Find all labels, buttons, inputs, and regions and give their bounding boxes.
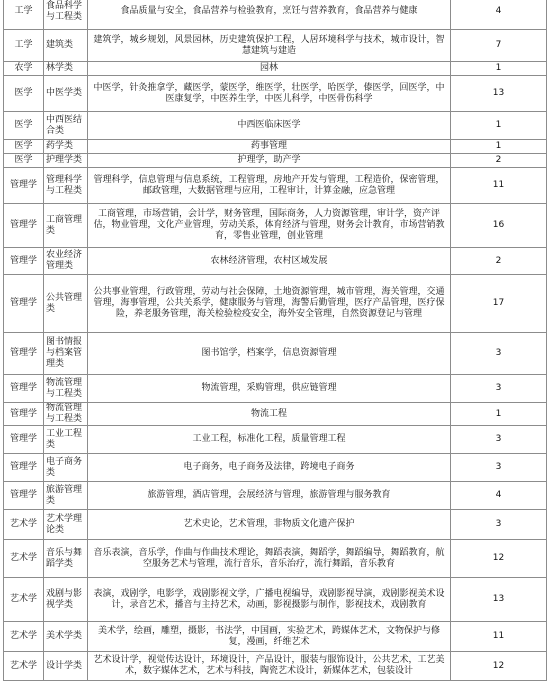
table-row [4,652,547,681]
majors-cell: 图书馆学，档案学，信息资源管理 [88,333,451,375]
majors-cell: 旅游管理，酒店管理，会展经济与管理，旅游管理与服务教育 [88,482,451,510]
discipline-cell: 工学 [4,0,44,30]
count-cell: 11 [451,622,547,652]
class-cell: 音乐与舞蹈学类 [44,540,88,578]
count-cell: 1 [451,140,547,154]
majors-cell: 艺术史论，艺术管理，非物质文化遗产保护 [88,510,451,540]
count-cell: 12 [451,540,547,578]
majors-cell: 管理科学，信息管理与信息系统，工程管理，房地产开发与管理，工程造价，保密管理，邮政管理，大数据管理与应用，工程审计，计算金融，应急管理 [88,168,451,204]
table-row [4,168,547,204]
count-cell: 2 [451,154,547,168]
majors-cell: 物流管理，采购管理，供应链管理 [88,375,451,403]
count-cell: 1 [451,62,547,76]
discipline-cell: 工学 [4,30,44,62]
discipline-cell: 医学 [4,76,44,112]
count-cell: 13 [451,578,547,622]
table-row [4,333,547,375]
discipline-cell: 艺术学 [4,652,44,681]
count-cell: 4 [451,482,547,510]
discipline-cell: 管理学 [4,275,44,333]
discipline-cell: 管理学 [4,168,44,204]
count-cell: 3 [451,375,547,403]
majors-cell: 音乐表演，音乐学，作曲与作曲技术理论，舞蹈表演，舞蹈学，舞蹈编导，舞蹈教育，航空服务艺术与管理，流行音乐，音乐治疗，流行舞蹈，音乐教育 [88,540,451,578]
table-row [4,204,547,248]
discipline-cell: 管理学 [4,482,44,510]
table-row [4,375,547,403]
class-cell: 林学类 [44,62,88,76]
discipline-cell: 管理学 [4,426,44,454]
count-cell: 2 [451,248,547,275]
class-cell: 药学类 [44,140,88,154]
majors-cell: 中医学，针灸推拿学，藏医学，蒙医学，维医学，壮医学，哈医学，傣医学，回医学，中医康复学，中医养生学，中医儿科学，中医骨伤科学 [88,76,451,112]
class-cell: 戏剧与影视学类 [44,578,88,622]
count-cell: 17 [451,275,547,333]
discipline-cell: 艺术学 [4,540,44,578]
table-row [4,154,547,168]
discipline-cell: 管理学 [4,333,44,375]
majors-cell: 药事管理 [88,140,451,154]
class-cell: 中医学类 [44,76,88,112]
table-row [4,112,547,140]
majors-cell: 工业工程，标准化工程，质量管理工程 [88,426,451,454]
table-body [4,0,547,681]
count-cell: 1 [451,112,547,140]
table-row [4,403,547,426]
discipline-cell: 艺术学 [4,510,44,540]
class-cell: 工业工程类 [44,426,88,454]
table-row [4,510,547,540]
discipline-cell: 医学 [4,154,44,168]
majors-cell: 电子商务，电子商务及法律，跨境电子商务 [88,454,451,482]
major-catalog-table [3,0,547,681]
class-cell: 图书情报与档案管理类 [44,333,88,375]
class-cell: 护理学类 [44,154,88,168]
discipline-cell: 医学 [4,112,44,140]
class-cell: 工商管理类 [44,204,88,248]
table-row [4,248,547,275]
majors-cell: 食品质量与安全，食品营养与检验教育，烹饪与营养教育，食品营养与健康 [88,0,451,30]
table-row [4,0,547,30]
count-cell: 3 [451,454,547,482]
count-cell: 7 [451,30,547,62]
table-row [4,454,547,482]
discipline-cell: 管理学 [4,375,44,403]
discipline-cell: 管理学 [4,403,44,426]
majors-cell: 工商管理，市场营销，会计学，财务管理，国际商务，人力资源管理，审计学，资产评估，物业管理，文化产业管理，劳动关系，体育经济与管理，财务会计教育，市场营销教育，零售业管理，创业管理 [88,204,451,248]
count-cell: 3 [451,510,547,540]
class-cell: 艺术学理论类 [44,510,88,540]
class-cell: 食品科学与工程类 [44,0,88,30]
table-row [4,482,547,510]
table-row [4,426,547,454]
table-row [4,578,547,622]
count-cell: 4 [451,0,547,30]
majors-cell: 建筑学，城乡规划，风景园林，历史建筑保护工程，人居环境科学与技术，城市设计，智慧建筑与建造 [88,30,451,62]
class-cell: 管理科学与工程类 [44,168,88,204]
majors-cell: 农林经济管理，农村区域发展 [88,248,451,275]
majors-cell: 中西医临床医学 [88,112,451,140]
class-cell: 农业经济管理类 [44,248,88,275]
discipline-cell: 管理学 [4,248,44,275]
count-cell: 1 [451,403,547,426]
table-row [4,140,547,154]
class-cell: 中西医结合类 [44,112,88,140]
table-row [4,76,547,112]
class-cell: 旅游管理类 [44,482,88,510]
majors-cell: 表演，戏剧学，电影学，戏剧影视文学，广播电视编导，戏剧影视导演，戏剧影视美术设计，录音艺术，播音与主持艺术，动画，影视摄影与制作，影视技术，戏剧教育 [88,578,451,622]
discipline-cell: 管理学 [4,204,44,248]
table-row [4,540,547,578]
count-cell: 3 [451,426,547,454]
discipline-cell: 管理学 [4,454,44,482]
class-cell: 美术学类 [44,622,88,652]
class-cell: 设计学类 [44,652,88,681]
count-cell: 13 [451,76,547,112]
class-cell: 公共管理类 [44,275,88,333]
majors-cell: 园林 [88,62,451,76]
table-row [4,30,547,62]
discipline-cell: 医学 [4,140,44,154]
discipline-cell: 农学 [4,62,44,76]
table-row [4,62,547,76]
class-cell: 电子商务类 [44,454,88,482]
table-row [4,275,547,333]
count-cell: 11 [451,168,547,204]
class-cell: 物流管理与工程类 [44,403,88,426]
count-cell: 16 [451,204,547,248]
class-cell: 物流管理与工程类 [44,375,88,403]
discipline-cell: 艺术学 [4,622,44,652]
majors-cell: 物流工程 [88,403,451,426]
class-cell: 建筑类 [44,30,88,62]
count-cell: 3 [451,333,547,375]
table-row [4,622,547,652]
count-cell: 12 [451,652,547,681]
majors-cell: 护理学，助产学 [88,154,451,168]
majors-cell: 艺术设计学，视觉传达设计，环境设计，产品设计，服装与服饰设计，公共艺术，工艺美术，数字媒体艺术，艺术与科技，陶瓷艺术设计，新媒体艺术，包装设计 [88,652,451,681]
majors-cell: 公共事业管理，行政管理，劳动与社会保障，土地资源管理，城市管理，海关管理，交通管理，海事管理，公共关系学，健康服务与管理，海警后勤管理，医疗产品管理，医疗保险，养老服务管理，海关检验检疫安全，海外安全管理，自然资源登记与管理 [88,275,451,333]
majors-cell: 美术学，绘画，雕塑，摄影，书法学，中国画，实验艺术，跨媒体艺术，文物保护与修复，漫画，纤维艺术 [88,622,451,652]
discipline-cell: 艺术学 [4,578,44,622]
